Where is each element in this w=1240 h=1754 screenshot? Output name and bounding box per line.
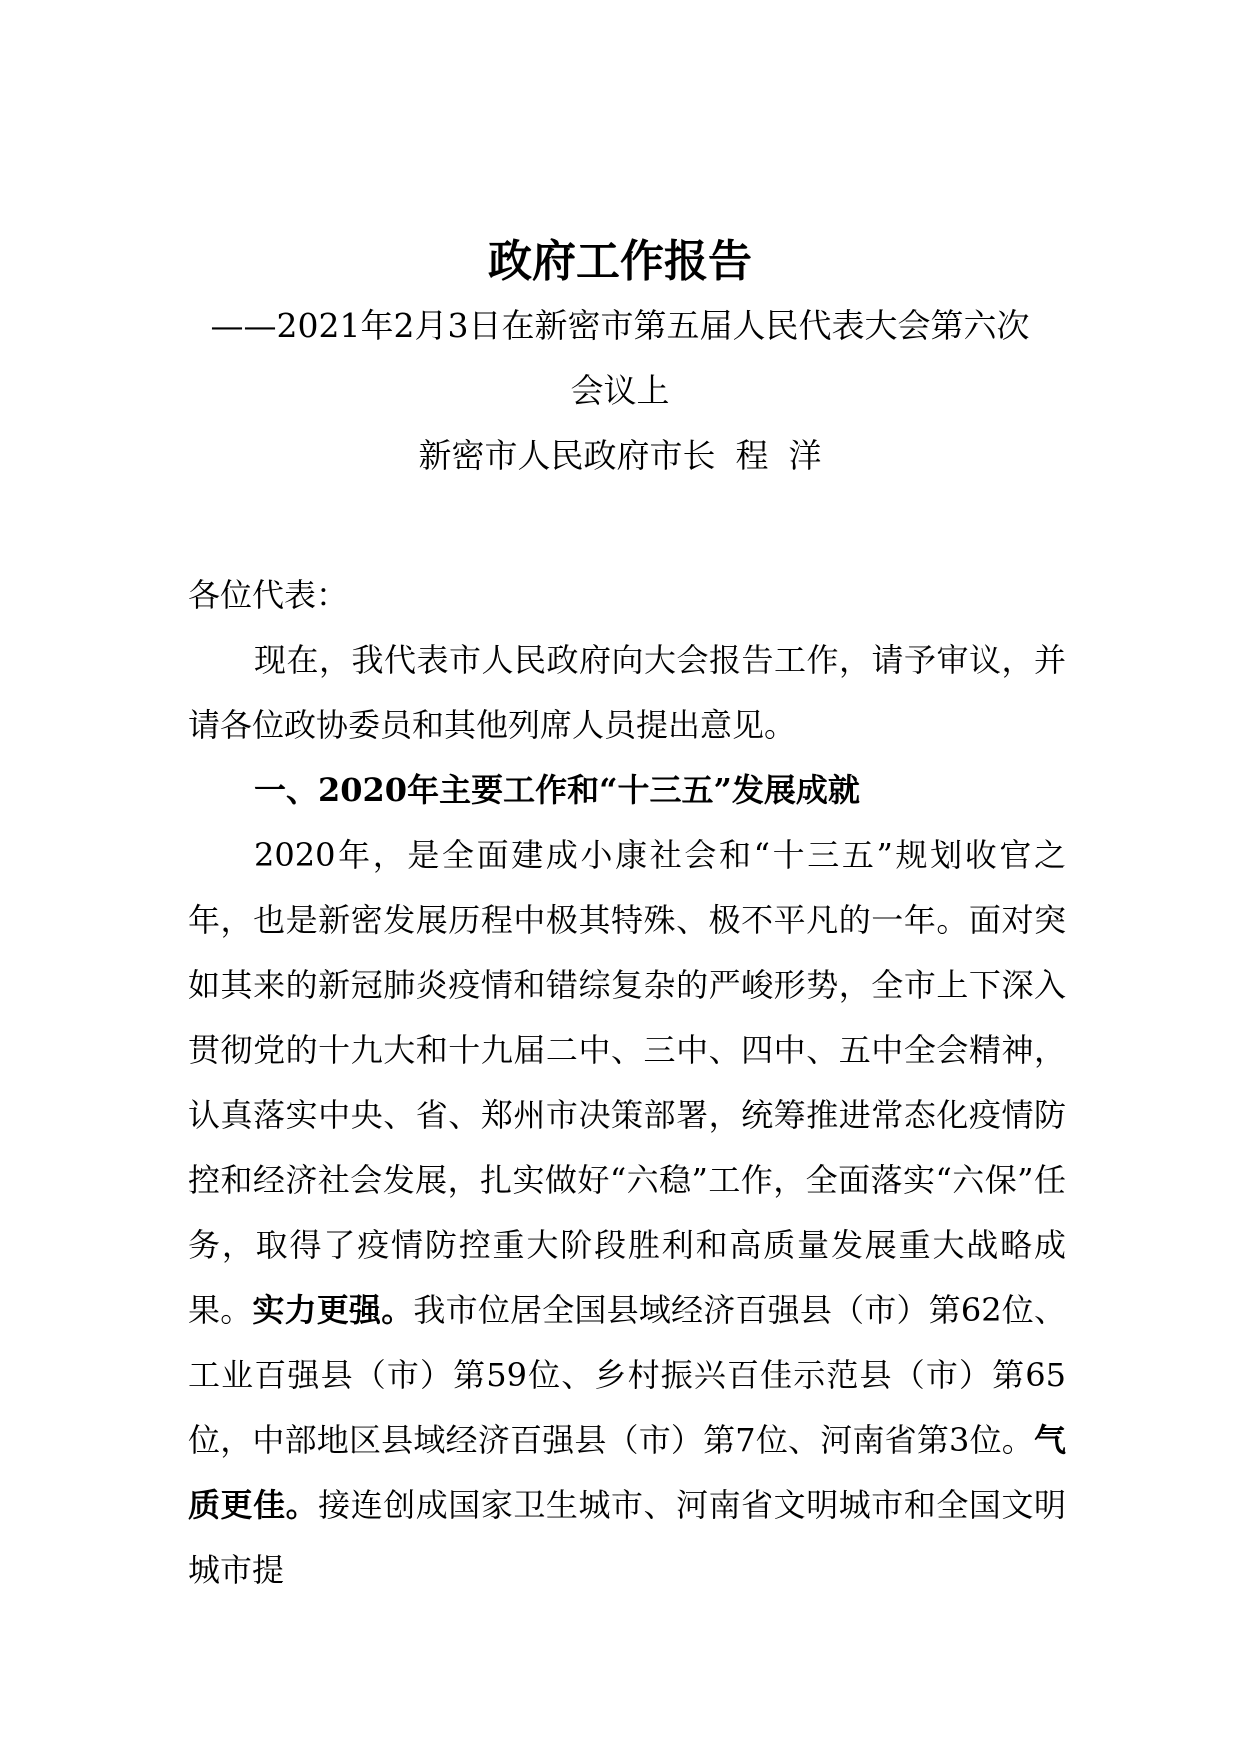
subtitle-line-1: ——2021年2月3日在新密市第五届人民代表大会第六次 bbox=[210, 306, 1030, 345]
highlight-quality: 气质更佳。 bbox=[188, 1421, 1066, 1524]
intro-paragraph: 现在，我代表市人民政府向大会报告工作，请予审议，并请各位政协委员和其他列席人员提出意见。 bbox=[188, 641, 1066, 744]
author-given-name: 洋 bbox=[788, 436, 822, 475]
document-body bbox=[188, 563, 1066, 1603]
author-line bbox=[0, 434, 1240, 478]
achievements-paragraph bbox=[188, 823, 1066, 1603]
section-heading: 一、2020年主要工作和“十三五”发展成就 bbox=[254, 771, 860, 809]
highlight-strength: 实力更强。 bbox=[252, 1291, 414, 1329]
paragraph-text: 接连创成国家卫生城市、河南省文明城市和全国文明城市提 bbox=[188, 1486, 1066, 1589]
subtitle-line-2: 会议上 bbox=[570, 371, 670, 410]
salutation: 各位代表： bbox=[188, 576, 349, 614]
document-title: 政府工作报告 bbox=[488, 236, 752, 287]
author-surname: 程 bbox=[735, 436, 769, 475]
paragraph-text: 2020年，是全面建成小康社会和“十三五”规划收官之年，也是新密发展历程中极其特殊、极不平凡的一年。面对突如其来的新冠肺炎疫情和错综复杂的严峻形势，全市上下深入贯彻党的十九大和十九届二中、三中、四中、五中全会精神，认真落实中央、省、郑州市决策部署，统筹推进常态化疫情防控和经济社会发展，扎实做好“六稳”工作，全面落实“六保”任务，取得了疫情防控重大阶段胜利和高质量发展重大战略成果。 bbox=[188, 836, 1066, 1329]
paragraph-text: 我市位居全国县域经济百强县（市）第62位、工业百强县（市）第59位、乡村振兴百佳示范县（市）第65位，中部地区县域经济百强县（市）第7位、河南省第3位。 bbox=[188, 1291, 1066, 1459]
author-role: 新密市人民政府市长 bbox=[418, 436, 716, 475]
